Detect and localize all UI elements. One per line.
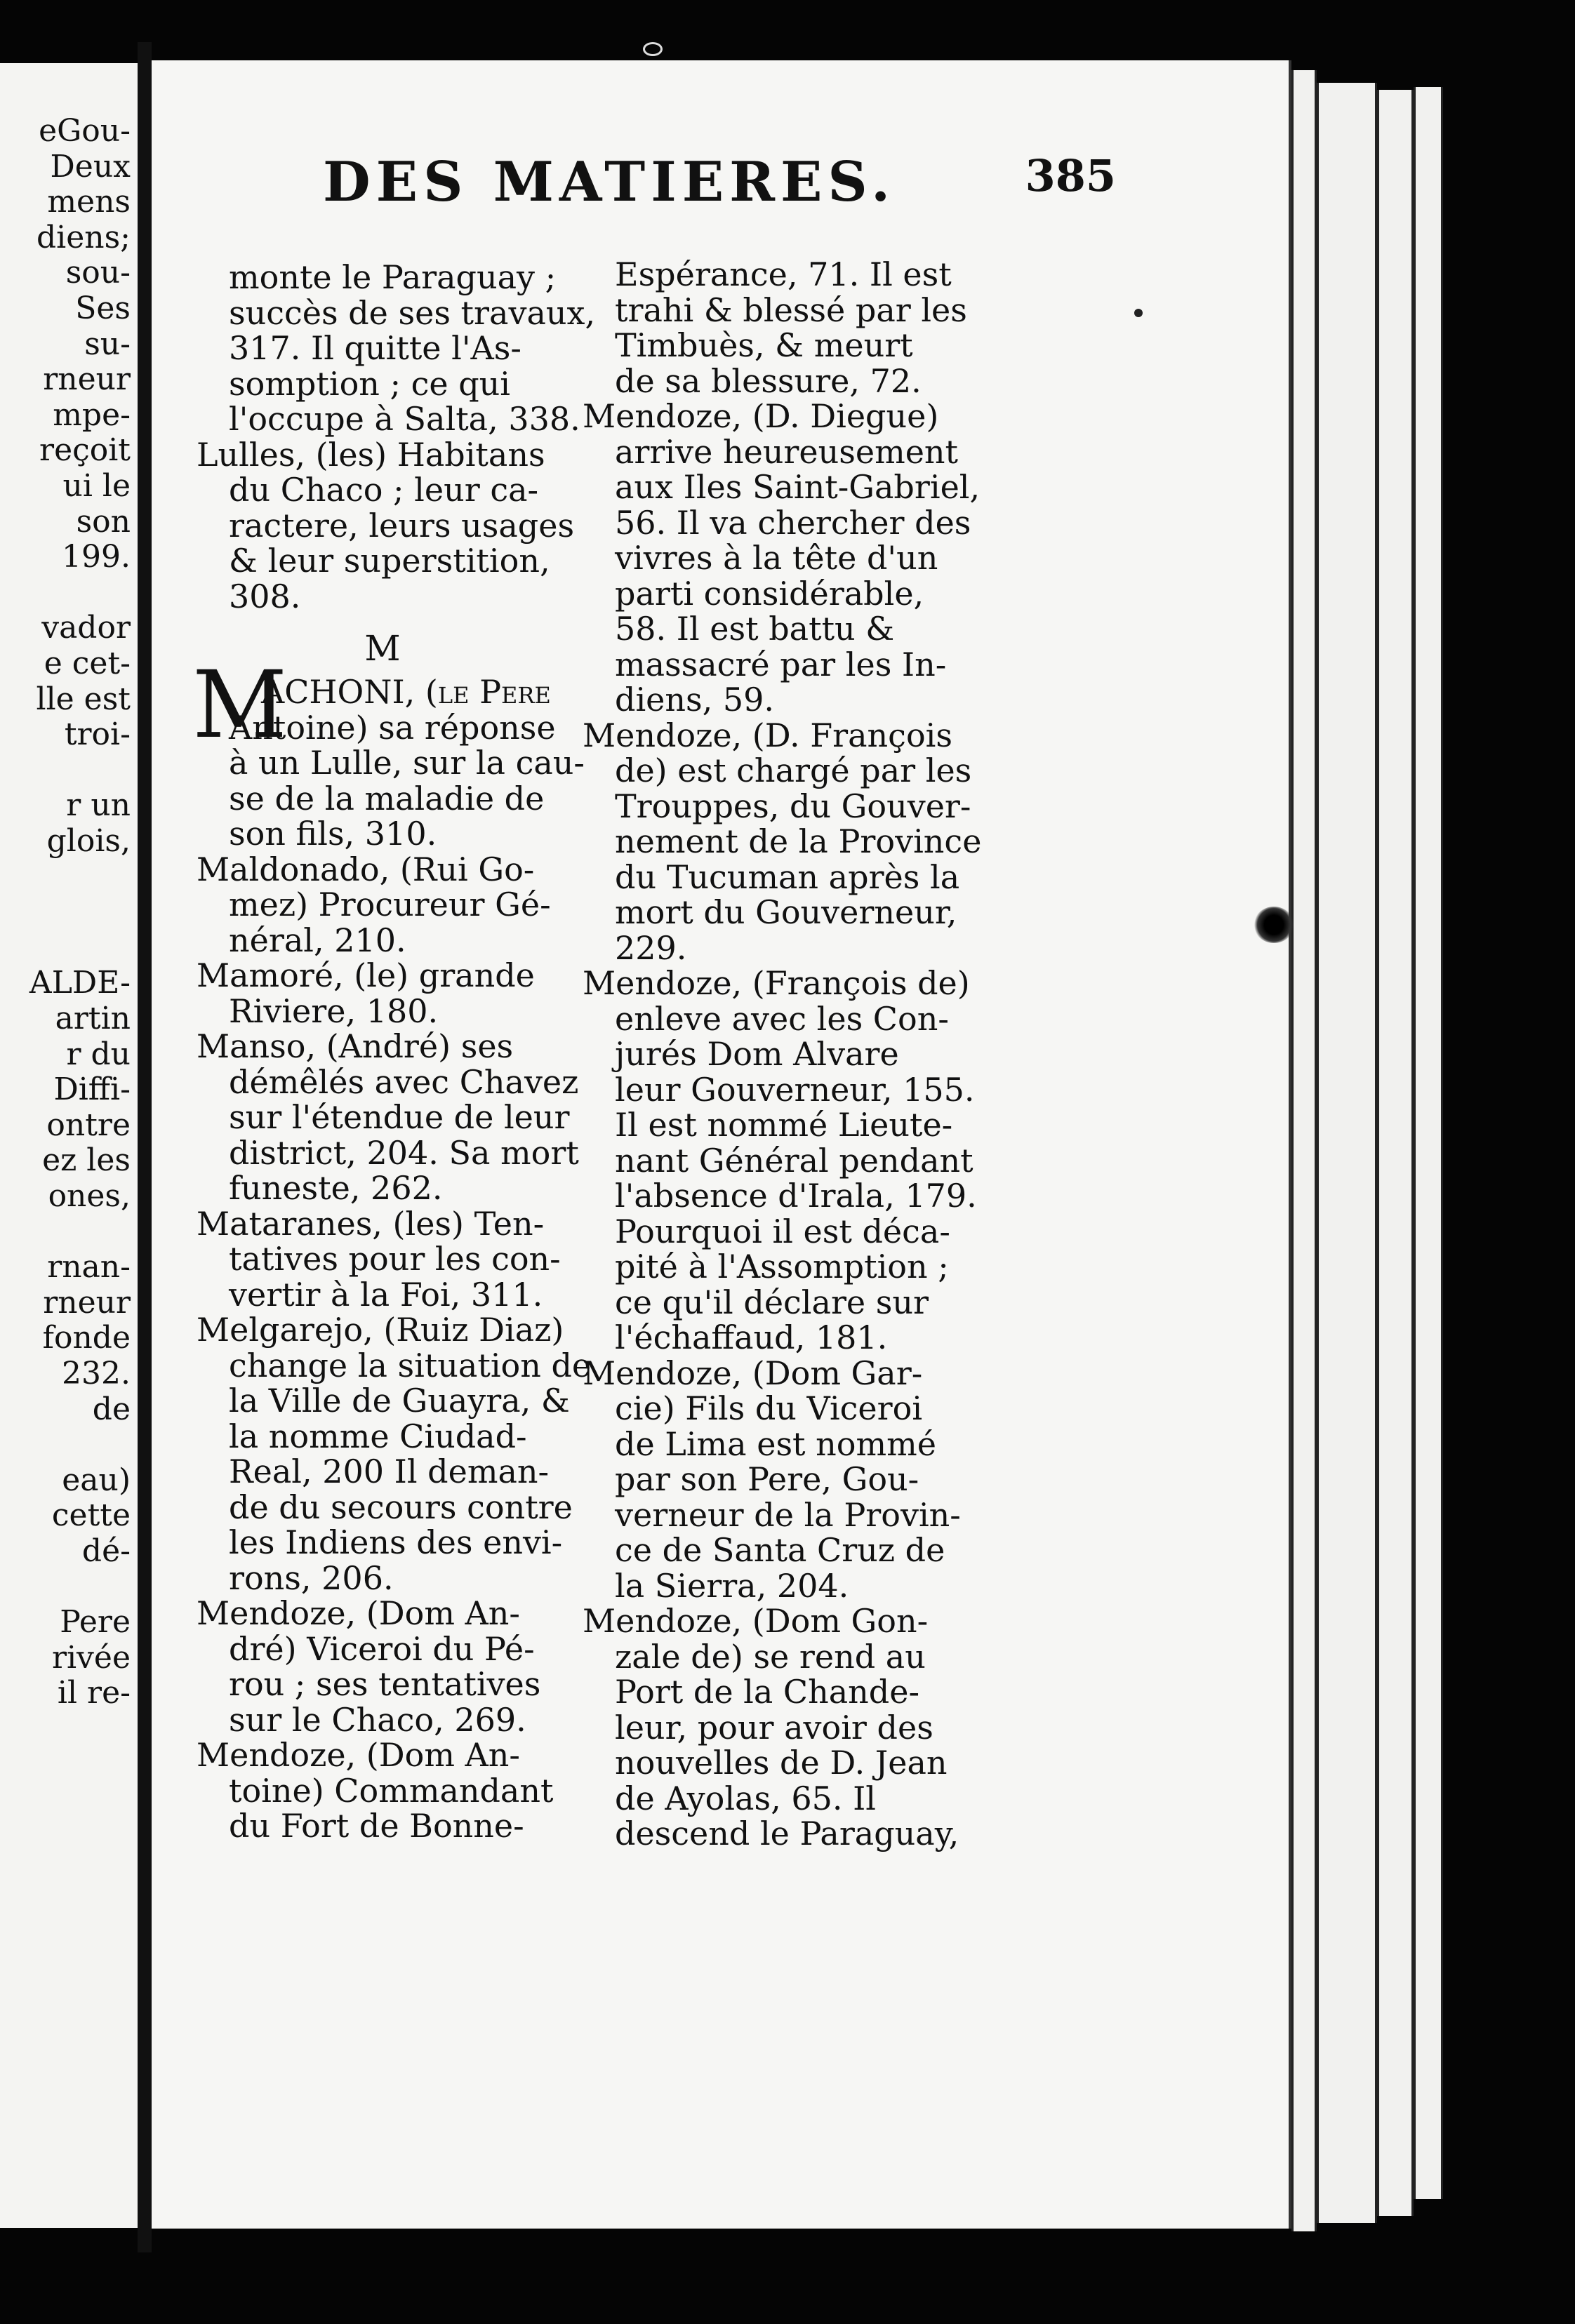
previous-page-line: eau): [62, 1462, 131, 1498]
index-line: nouvelles de D. Jean: [615, 1744, 948, 1782]
index-line: 317. Il quitte l'As-: [229, 329, 521, 367]
previous-page-line: ez les: [42, 1142, 131, 1179]
page-stack-edge-1: [1291, 70, 1317, 2231]
index-line: Port de la Chande-: [615, 1673, 920, 1711]
index-line: 56. Il va chercher des: [615, 503, 971, 542]
previous-page-line: artin: [55, 1001, 131, 1036]
index-line: du Tucuman après la: [615, 857, 960, 896]
index-line: Mendoze, (Dom Gon-: [583, 1602, 929, 1640]
previous-page-line: dé-: [81, 1533, 131, 1569]
index-line: du Fort de Bonne-: [229, 1807, 524, 1845]
previous-page-line: fonde: [42, 1320, 131, 1356]
ink-blot: [1254, 907, 1294, 943]
index-line: Mataranes, (les) Ten-: [197, 1204, 545, 1243]
index-line: 58. Il est battu &: [615, 610, 895, 648]
page-stack-edge-4: [1414, 87, 1443, 2199]
index-line: Mendoze, (D. Diegue): [583, 397, 939, 435]
previous-page-line: mens: [47, 184, 131, 220]
index-line: parti considérable,: [615, 574, 924, 613]
index-line: rons, 206.: [229, 1558, 394, 1597]
index-line: du Chaco ; leur ca-: [229, 471, 539, 509]
previous-page-line: 232.: [62, 1356, 131, 1391]
previous-page-line: glois,: [46, 823, 131, 859]
index-line: néral, 210.: [229, 921, 406, 959]
previous-page-line: lle est: [36, 681, 131, 717]
previous-page-line: ui le: [62, 468, 131, 504]
index-line: leur Gouverneur, 155.: [615, 1070, 975, 1109]
index-line: arrive heureusement: [615, 432, 959, 471]
running-header: [323, 150, 1116, 214]
previous-page-fragment: [0, 63, 142, 2228]
previous-page-line: ones,: [48, 1178, 131, 1214]
index-line: Mamoré, (le) grande: [197, 956, 535, 994]
index-line: Manso, (André) ses: [197, 1027, 514, 1065]
index-line: Mendoze, (Dom Gar-: [583, 1354, 923, 1392]
index-line: zale de) se rend au: [615, 1637, 926, 1676]
index-line: vivres à la tête d'un: [615, 539, 938, 577]
index-line: Melgarejo, (Ruiz Diaz): [197, 1311, 564, 1349]
index-line: Lulles, (les) Habitans: [197, 435, 545, 474]
previous-page-line: r du: [66, 1036, 131, 1072]
previous-page-line: ALDE-: [29, 965, 131, 1001]
index-line: 308.: [229, 577, 301, 615]
index-line: descend le Paraguay,: [615, 1815, 959, 1852]
index-line: sur le Chaco, 269.: [229, 1700, 526, 1739]
index-line: se de la maladie de: [229, 779, 545, 817]
index-line: de sa blessure, 72.: [615, 361, 922, 400]
index-column-left: [192, 258, 596, 1845]
clip-mark: [643, 42, 663, 56]
index-line: toine) Commandant: [229, 1771, 554, 1810]
index-line: nant Général pendant: [615, 1141, 973, 1180]
index-line: démêlés avec Chavez: [229, 1062, 579, 1101]
previous-page-line: su-: [84, 326, 131, 362]
index-line: de Ayolas, 65. Il: [615, 1779, 876, 1817]
index-line: Il est nommé Lieute-: [615, 1106, 953, 1144]
index-line: l'échaffaud, 181.: [615, 1318, 888, 1356]
index-line: succès de ses travaux,: [229, 293, 596, 332]
index-line: nement de la Province: [615, 822, 982, 860]
previous-page-line: reçoit: [39, 432, 131, 469]
index-line: & leur superstition,: [229, 542, 550, 580]
index-line: Maldonado, (Rui Go-: [197, 850, 535, 888]
page-stack-edge-2: [1317, 83, 1377, 2223]
previous-page-line: mpe-: [53, 396, 131, 433]
index-line: enleve avec les Con-: [615, 999, 949, 1038]
page-stack-edge-3: [1377, 90, 1414, 2216]
index-line: Trouppes, du Gouver-: [615, 787, 971, 825]
previous-page-line: r un: [66, 787, 131, 824]
index-line: leur, pour avoir des: [615, 1708, 933, 1747]
index-line: funeste, 262.: [229, 1169, 443, 1207]
index-line: la Sierra, 204.: [615, 1566, 849, 1605]
previous-page-line: Deux: [50, 148, 131, 185]
index-line: vertir à la Foi, 311.: [229, 1275, 543, 1314]
index-line: mort du Gouverneur,: [615, 893, 957, 931]
index-line: verneur de la Provin-: [615, 1495, 961, 1534]
previous-page-line: Pere: [60, 1604, 131, 1641]
previous-page-line: ontre: [46, 1107, 131, 1143]
previous-page-line: e cet-: [44, 646, 131, 681]
index-line: son fils, 310.: [229, 815, 437, 853]
index-line: sur l'étendue de leur: [229, 1098, 570, 1136]
index-line: cie) Fils du Viceroi: [615, 1389, 923, 1427]
index-line: tatives pour les con-: [229, 1240, 561, 1278]
index-line: 229.: [615, 928, 687, 967]
index-line: ce de Santa Cruz de: [615, 1531, 945, 1569]
index-line: de du secours contre: [229, 1488, 573, 1526]
section-letter: M: [364, 628, 401, 669]
index-line: l'occupe à Salta, 338.: [229, 400, 580, 438]
previous-page-line: eGou-: [39, 113, 131, 149]
previous-page-line: rnan-: [47, 1249, 131, 1285]
index-line: Pourquoi il est déca-: [615, 1212, 950, 1250]
index-line: Mendoze, (Dom An-: [197, 1736, 520, 1774]
index-line: Mendoze, (Dom An-: [197, 1594, 520, 1632]
previous-page-line: Ses: [75, 290, 131, 326]
index-line: monte le Paraguay ;: [229, 258, 557, 296]
index-line: les Indiens des envi-: [229, 1523, 563, 1561]
index-line: Antoine) sa réponse: [229, 708, 556, 747]
index-line: aux Iles Saint-Gabriel,: [615, 468, 981, 506]
index-line: somption ; ce qui: [229, 364, 511, 403]
index-line: à un Lulle, sur la cau-: [229, 744, 585, 782]
index-line: jurés Dom Alvare: [615, 1035, 899, 1073]
index-line: Espérance, 71. Il est: [615, 255, 952, 293]
previous-page-line: diens;: [36, 219, 131, 255]
index-line: Timbuès, & meurt: [615, 326, 913, 364]
previous-page-line: il re-: [57, 1675, 131, 1711]
previous-page-line: de: [92, 1391, 131, 1427]
previous-page-line: cette: [51, 1497, 131, 1534]
running-header-title: DES MATIERES.: [323, 150, 896, 214]
ink-dot: [1134, 309, 1143, 317]
previous-page-line: rneur: [43, 361, 131, 398]
book-gutter: [138, 42, 152, 2252]
index-line: trahi & blessé par les: [615, 290, 967, 329]
page-number: 385: [1025, 150, 1116, 201]
index-line: dré) Viceroi du Pé-: [229, 1629, 535, 1668]
index-line: par son Pere, Gou-: [615, 1460, 919, 1498]
previous-page-line: son: [76, 503, 131, 540]
index-entry-machoni: [192, 651, 585, 853]
previous-page-line: Diffi-: [53, 1071, 131, 1108]
index-line: ractere, leurs usages: [229, 506, 575, 545]
index-line: la Ville de Guayra, &: [229, 1382, 570, 1420]
index-line: pité à l'Assomption ;: [615, 1248, 949, 1285]
index-line: la nomme Ciudad-: [229, 1417, 527, 1455]
dropcap-first-line: ACHONI, (le Pere: [261, 673, 551, 711]
index-line: diens, 59.: [615, 681, 775, 719]
previous-page-line: vador: [41, 610, 131, 646]
previous-page-line: rneur: [43, 1284, 131, 1321]
index-line: change la situation de: [229, 1346, 592, 1384]
drop-cap: M: [192, 651, 288, 759]
index-line: de) est chargé par les: [615, 752, 972, 789]
index-line: de Lima est nommé: [615, 1424, 936, 1463]
index-line: ce qu'il déclare sur: [615, 1283, 929, 1321]
index-line: Mendoze, (D. François: [583, 716, 952, 754]
previous-page-line: 199.: [62, 539, 131, 575]
index-line: mez) Procureur Gé-: [229, 886, 551, 923]
index-line: rou ; ses tentatives: [229, 1665, 541, 1703]
previous-page-line: troi-: [64, 716, 131, 753]
previous-page-line: rivée: [51, 1639, 131, 1676]
index-line: Mendoze, (François de): [583, 964, 970, 1002]
index-line: district, 204. Sa mort: [229, 1133, 579, 1172]
index-line: Real, 200 Il deman-: [229, 1452, 550, 1490]
index-line: Riviere, 180.: [229, 991, 439, 1030]
index-line: l'absence d'Irala, 179.: [615, 1177, 977, 1215]
previous-page-line: sou-: [65, 255, 131, 291]
index-column-right: [583, 255, 982, 1852]
index-line: massacré par les In-: [615, 645, 947, 683]
